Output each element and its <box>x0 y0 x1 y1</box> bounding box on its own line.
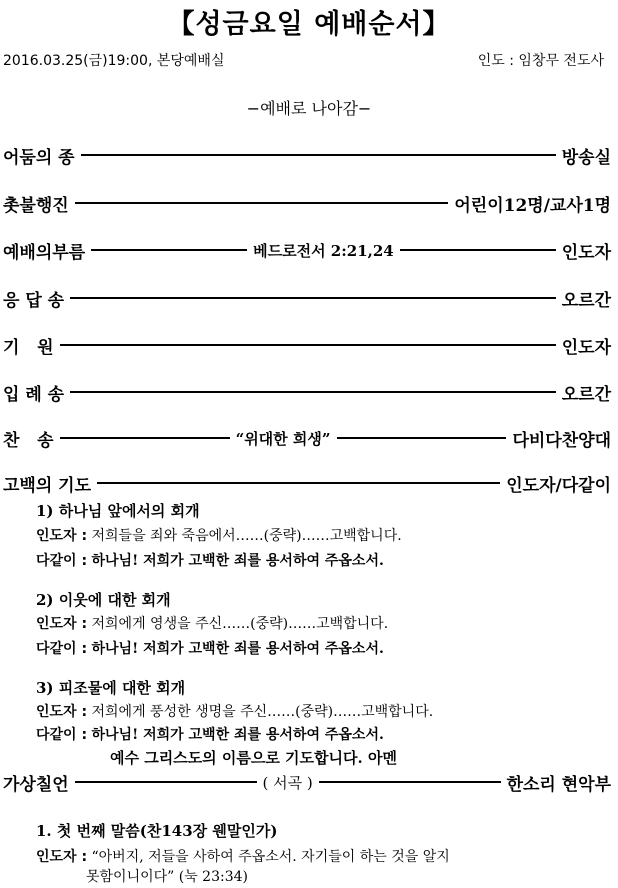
confession-heading: 2) 이웃에 대한 회개 <box>36 591 171 609</box>
word-text-line1: “아버지, 저들을 사하여 주옵소서. 자기들이 하는 것을 알지 <box>91 849 450 865</box>
order-responsible: 인도자 <box>561 242 611 263</box>
order-row-confession <box>3 470 611 496</box>
word-leader-line <box>36 846 450 866</box>
leader-label: 인도자 : <box>36 616 88 632</box>
order-label: 응 답 송 <box>3 290 65 311</box>
leader-line <box>70 297 556 299</box>
order-row-invocation <box>3 332 611 358</box>
leader-line <box>81 154 556 156</box>
confession-heading: 3) 피조물에 대한 회개 <box>36 679 186 697</box>
leader-label: 인도자 : <box>36 849 88 865</box>
congregation-line-text <box>36 550 384 570</box>
leader-line-text <box>36 613 388 633</box>
leader-line <box>60 437 230 439</box>
order-responsible: 한소리 현악부 <box>506 774 612 795</box>
congregation-text: 하나님! 저희가 고백한 죄를 용서하여 주옵소서. <box>91 641 384 657</box>
service-datetime-location: 2016.03.25(금)19:00, 본당예배실 <box>3 53 225 69</box>
word-text-line2: 못함이니이다” (눅 23:34) <box>86 869 248 885</box>
leader-line <box>319 781 501 783</box>
leader-line <box>75 781 257 783</box>
leader-text: 저희들을 죄와 죽음에서……(중략)……고백합니다. <box>91 528 402 544</box>
leader-line <box>60 344 556 346</box>
order-label: 가상칠언 <box>3 774 69 795</box>
order-label: 고백의 기도 <box>3 475 92 496</box>
order-scripture: 베드로전서 2:21,24 <box>253 241 394 260</box>
order-row-candle <box>3 190 611 216</box>
leader-line <box>91 249 247 251</box>
leader-label: 인도자 : <box>36 704 88 720</box>
leader-line <box>97 482 500 484</box>
order-label: 입 례 송 <box>3 384 65 405</box>
order-label: 어둠의 종 <box>3 147 75 168</box>
leader-line <box>70 391 556 393</box>
order-responsible: 다비다찬양대 <box>512 430 611 451</box>
order-row-response <box>3 285 611 311</box>
leader-line <box>337 437 507 439</box>
order-row-call <box>3 237 611 263</box>
congregation-text: 하나님! 저희가 고백한 죄를 용서하여 주옵소서. <box>91 727 384 743</box>
leader-line <box>75 202 449 204</box>
closing-prayer: 예수 그리스도의 이름으로 기도합니다. 아멘 <box>110 749 397 767</box>
order-overture: ( 서곡 ) <box>262 773 313 792</box>
order-label: 예배의부름 <box>3 242 86 263</box>
section-subtitle: −예배로 나아감− <box>246 99 372 118</box>
order-row-bell <box>3 142 611 168</box>
congregation-label: 다같이 : <box>36 553 88 569</box>
congregation-label: 다같이 : <box>36 727 88 743</box>
congregation-label: 다같이 : <box>36 641 88 657</box>
order-responsible: 오르간 <box>561 290 611 311</box>
word-heading: 1. 첫 번째 말씀(찬143장 웬말인가) <box>36 822 278 840</box>
order-responsible: 어린이12명/교사1명 <box>454 195 611 216</box>
congregation-line-text <box>36 724 384 744</box>
leader-text: 저희에게 풍성한 생명을 주신……(중략)……고백합니다. <box>91 704 434 720</box>
order-row-hymn <box>3 425 611 451</box>
order-label: 촛불행진 <box>3 195 69 216</box>
order-label: 찬 송 <box>3 430 54 451</box>
leader-line-text <box>36 701 433 721</box>
congregation-text: 하나님! 저희가 고백한 죄를 용서하여 주옵소서. <box>91 553 384 569</box>
order-row-introit <box>3 379 611 405</box>
order-responsible: 오르간 <box>561 384 611 405</box>
page-title: 【성금요일 예배순서】 <box>167 9 451 40</box>
service-leader: 인도 : 임창무 전도사 <box>477 53 604 69</box>
order-hymn-title: “위대한 희생” <box>235 429 331 448</box>
order-responsible: 인도자 <box>561 337 611 358</box>
order-label: 기 원 <box>3 337 54 358</box>
leader-line-text <box>36 525 402 545</box>
leader-text: 저희에게 영생을 주신……(중략)……고백합니다. <box>91 616 389 632</box>
order-responsible: 방송실 <box>561 147 611 168</box>
order-row-seven-words <box>3 769 611 795</box>
confession-heading: 1) 하나님 앞에서의 회개 <box>36 502 200 520</box>
leader-label: 인도자 : <box>36 528 88 544</box>
leader-line <box>400 249 556 251</box>
congregation-line-text <box>36 638 384 658</box>
order-responsible: 인도자/다같이 <box>506 475 611 496</box>
